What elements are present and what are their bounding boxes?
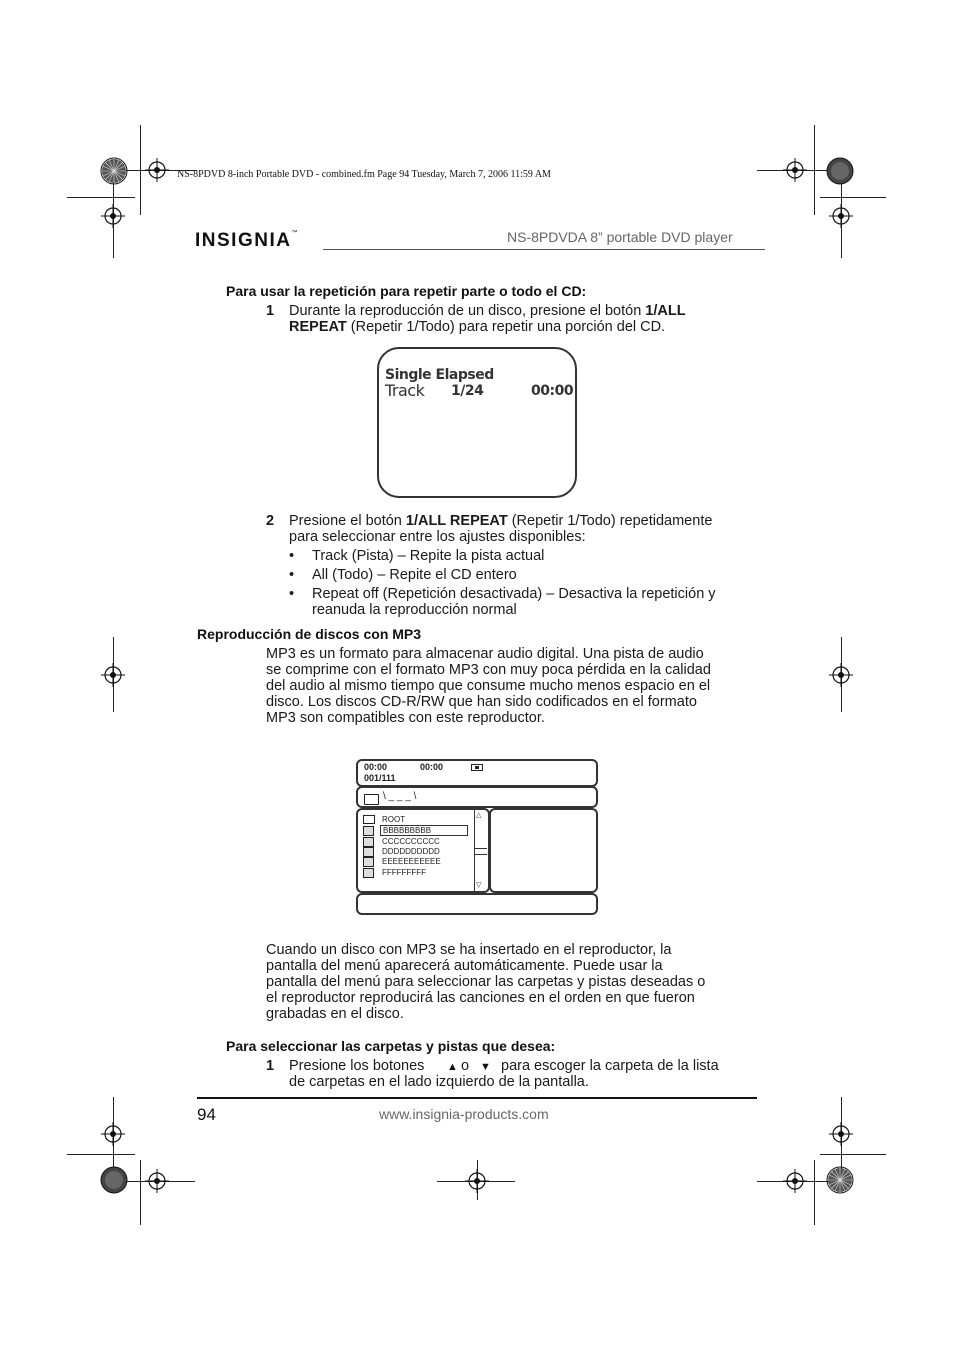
mp3-file-list	[356, 808, 490, 893]
step-1-select-text-b: para escoger la carpeta de la lista	[501, 1058, 719, 1074]
printer-slug: NS-8PDVD 8-inch Portable DVD - combined.fm Page 94 Tuesday, March 7, 2006 11:59 AM	[177, 169, 551, 180]
step-1-text-a: Durante la reproducción de un disco, presione el botón	[289, 303, 646, 319]
step-1-select-or: o	[461, 1058, 470, 1074]
mp3-time-2: 00:00	[420, 762, 444, 772]
mp3-menu-paragraph	[266, 942, 766, 1022]
paragraph-line: MP3 son compatibles con este reproductor.	[266, 710, 545, 726]
registration-target-icon	[465, 1169, 489, 1193]
audio-file-icon	[363, 847, 374, 857]
bullet-dot: •	[289, 567, 295, 583]
audio-file-icon	[363, 857, 374, 867]
mp3-file-item-selected[interactable]: BBBBBBBBB	[380, 825, 468, 836]
screen-track-value: 1/24	[451, 383, 484, 399]
section-heading-mp3: Reproducción de discos con MP3	[197, 626, 422, 642]
step-1-bold-a: 1/ALL	[645, 303, 686, 319]
mp3-bottom-bar	[356, 893, 598, 915]
insignia-logo	[195, 230, 299, 252]
registration-target-icon	[101, 1122, 125, 1146]
starburst-mark-icon	[826, 1166, 854, 1194]
scroll-down-icon[interactable]: ▽	[476, 882, 482, 889]
registration-target-icon	[829, 663, 853, 687]
bullet-item: Repeat off (Repetición desactivada) – Desactiva la repetición y	[312, 586, 716, 602]
footer-rule	[197, 1097, 757, 1099]
step-1-text	[289, 303, 769, 335]
screen-track-label: Track	[385, 381, 425, 400]
audio-file-icon	[363, 837, 374, 847]
starburst-mark-icon	[826, 157, 854, 185]
step-number: 1	[266, 303, 275, 319]
bullet-dot: •	[289, 548, 295, 564]
paragraph-line: grabadas en el disco.	[266, 1006, 404, 1022]
mp3-status-bar	[356, 759, 598, 787]
mp3-paragraph	[266, 646, 766, 726]
paragraph-line: del audio al mismo tiempo que consume mucho menos espacio en el	[266, 678, 711, 694]
step-2-text-c: para seleccionar entre los ajustes disponibles:	[289, 529, 586, 545]
registration-target-icon	[783, 158, 807, 182]
down-arrow-icon: ▼	[480, 1061, 491, 1073]
folder-icon	[363, 815, 375, 824]
mp3-path: \ _ _ _ \	[383, 791, 417, 802]
section-heading-repeat: Para usar la repetición para repetir parte o todo el CD:	[226, 283, 587, 299]
bullet-item-continued: reanuda la reproducción normal	[312, 602, 517, 618]
registration-target-icon	[101, 663, 125, 687]
screen-time: 00:00	[531, 383, 574, 399]
starburst-mark-icon	[100, 1166, 128, 1194]
paragraph-line: se comprime con el formato MP3 con muy poca pérdida en la calidad	[266, 662, 711, 678]
mp3-info-panel	[489, 808, 598, 893]
mp3-root-folder: ROOT	[382, 815, 406, 824]
step-number: 1	[266, 1058, 275, 1074]
paragraph-line: pantalla del menú aparecerá automáticamente. Puede usar la	[266, 958, 663, 974]
mp3-file-item[interactable]: DDDDDDDDDD	[382, 847, 440, 856]
paragraph-line: MP3 es un formato para almacenar audio digital. Una pista de audio	[266, 646, 704, 662]
step-2-number	[266, 513, 274, 529]
paragraph-line: disco. Los discos CD-R/RW que han sido codificados en el formato	[266, 694, 697, 710]
mp3-time-1: 00:00	[364, 762, 388, 772]
logo-trademark: ™	[291, 230, 299, 236]
page-number: 94	[197, 1105, 216, 1124]
registration-target-icon	[145, 1169, 169, 1193]
scrollbar-thumb-bottom	[475, 854, 487, 855]
step-2-bold: 1/ALL REPEAT	[405, 513, 508, 529]
scroll-up-icon[interactable]: △	[476, 812, 482, 819]
header-rule	[323, 249, 765, 250]
paragraph-line: pantalla del menú para seleccionar las carpetas y pistas deseadas o	[266, 974, 706, 990]
paragraph-line: Cuando un disco con MP3 se ha insertado en el reproductor, la	[266, 942, 672, 958]
bullet-item: Track (Pista) – Repite la pista actual	[312, 548, 545, 564]
paragraph-line: el reproductor reproducirá las canciones en el orden en que fueron	[266, 990, 695, 1006]
starburst-mark-icon	[100, 157, 128, 185]
step-number: 2	[266, 513, 275, 529]
screen-line-1: Single Elapsed	[385, 367, 494, 383]
registration-target-icon	[829, 204, 853, 228]
step-1-select-number	[266, 1058, 274, 1074]
audio-file-icon	[363, 868, 374, 878]
registration-target-icon	[829, 1122, 853, 1146]
up-arrow-icon: ▲	[447, 1061, 458, 1073]
stop-icon	[471, 764, 483, 771]
registration-target-icon	[783, 1169, 807, 1193]
step-1-bold-b: REPEAT	[289, 319, 347, 335]
logo-text: INSIGNIA	[195, 230, 292, 251]
mp3-track-counter: 001/111	[364, 773, 396, 783]
step-2-text-b: (Repetir 1/Todo) repetidamente	[507, 513, 713, 529]
registration-target-icon	[145, 158, 169, 182]
step-1-select-text-c: de carpetas en el lado izquierdo de la pantalla.	[289, 1074, 589, 1090]
scrollbar-track	[474, 810, 475, 891]
step-2-text-a: Presione el botón	[289, 513, 406, 529]
mp3-file-item[interactable]: CCCCCCCCCC	[382, 837, 440, 846]
footer-url[interactable]: www.insignia-products.com	[379, 1106, 549, 1122]
mp3-file-item[interactable]: EEEEEEEEEEE	[382, 857, 441, 866]
section-heading-select: Para seleccionar las carpetas y pistas que desea:	[226, 1038, 556, 1054]
audio-file-icon	[363, 826, 374, 836]
bullet-item: All (Todo) – Repite el CD entero	[312, 567, 517, 583]
repeat-display-screen	[377, 347, 577, 498]
step-1-text-b: (Repetir 1/Todo) para repetir una porción del CD.	[346, 319, 666, 335]
header-title: NS-8PDVDA 8” portable DVD player	[507, 229, 733, 245]
mp3-path-bar	[356, 786, 598, 808]
folder-icon	[364, 794, 379, 805]
step-2-text	[289, 513, 769, 545]
scrollbar-thumb-top	[475, 848, 487, 849]
step-1-select-text-a: Presione los botones	[289, 1058, 425, 1074]
registration-target-icon	[101, 204, 125, 228]
bullet-dot: •	[289, 586, 295, 602]
mp3-file-item[interactable]: FFFFFFFFF	[382, 868, 426, 877]
